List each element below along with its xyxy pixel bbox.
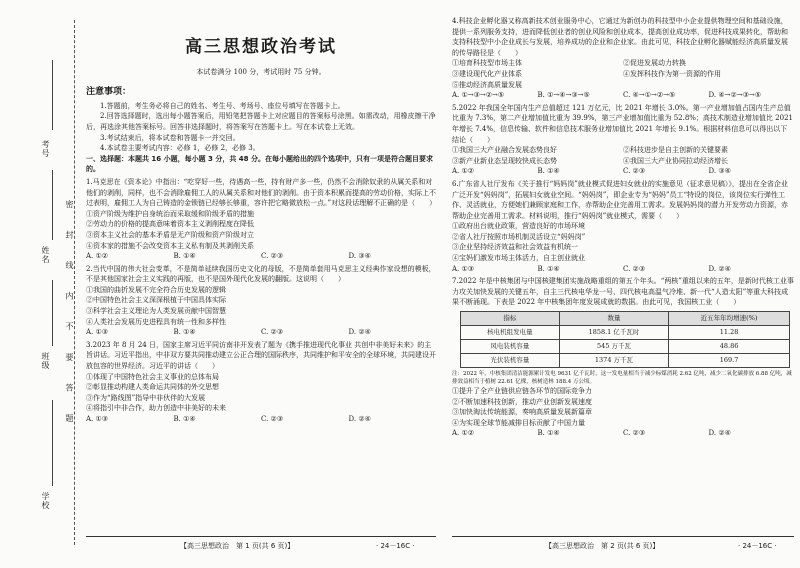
table-cell: 风电装机容量: [461, 340, 560, 354]
seal-dashed-line: [74, 20, 75, 545]
data-table: [460, 311, 790, 368]
school-line: [52, 400, 53, 486]
footer-page-1: 【高三思想政治 第 1 页(共 6 页)】: [180, 542, 295, 550]
choice-b: B. ①→④→③→⑤: [537, 91, 590, 100]
option-grid: [452, 58, 794, 90]
choice-b: B. ①④: [173, 415, 196, 423]
table-cell: 11.28: [669, 326, 790, 340]
choice-c: C. ②③: [623, 429, 646, 438]
table-cell: 545 万千瓦: [559, 340, 668, 354]
footer-rule-right: [452, 536, 794, 537]
table-cell: 光伏装机容量: [461, 354, 560, 368]
option: ③企业坚持经济效益和社会效益有机统一: [452, 243, 578, 252]
option: ①我国的曲折发展不完全符合历史发展的逻辑: [86, 285, 226, 294]
option: ③新产业新业态呈现较快成长态势: [452, 156, 557, 165]
class-label: 班级: [41, 352, 50, 370]
choice-b: B. ①④: [537, 429, 560, 438]
option: ③科学社会主义理论为人类发展贡献中国智慧: [86, 307, 226, 316]
choice-d: D. ④→②→③→⑤: [708, 91, 762, 100]
answer-choices: [86, 327, 436, 338]
class-line: [52, 280, 53, 346]
question-stem: 2.当代中国的伟大社会变革，不是简单延续我国历史文化的母版，不是简单套用马克思主义经典作家设想的模板，不是其他国家社会主义实践的再版，也不是国外现代化发展的翻版。这说明（ ）: [86, 264, 436, 284]
kaohao-label: 考号: [41, 140, 50, 158]
footer-code-2: · 24－16C ·: [738, 542, 777, 550]
question-4: [452, 16, 794, 101]
option: ②中国特色社会主义深深根植于中国具体实际: [86, 296, 226, 305]
question-stem: 1.马克思在《资本论》中指出：“吃穿好一些，待遇高一些，持有财产多一些，仍然不会消除奴隶的从属关系和对他们的剥削，同样，也不会消除雇佣工人的从属关系和对他们的剥削。由于资本积累而提高的劳动价格，实际上不过表明，雇佣工人为自己铸造的金锁链已经够长够重，容许把它略微放松一点。”对这段话理解不正确的是（ ）: [86, 177, 437, 208]
option: ④为实现全球节能减排目标贡献了中国力量: [452, 418, 585, 427]
choice-c: C. ②③: [623, 264, 646, 273]
table-header-row: [461, 312, 790, 326]
question-stem: 5.2022 年我国全年国内生产总值超过 121 万亿元，比 2021 年增长 3.0%。第一产业增加值占国内生产总值比重为 7.3%，第二产业增加值比重为 39.9%，第三产业增加值比重为 52.8%；高技术制造业增加值比 2021 年增长 7.4%，信息传输、软件和信息技术服务业增加值比 2021 年增长 9.1%。根据材料信息可以得出以下结论（ ）: [452, 103, 793, 144]
answer-choices: [452, 166, 794, 177]
table-header: 数量: [559, 312, 668, 326]
question-stem: 6.广东省人社厅发布《关于推行“妈妈岗”就业模式促进妇女就业的实施意见（征求意见稿）》，提出在全省企业广泛开发“妈妈岗”，拓展妇女就业空间。“妈妈岗”，即企业专为“妈妈”员工“特设的岗位，该岗位实行弹性工作、灵活就业，方便她们兼顾家庭和工作，赤帮助企业完善用工需求。发展妈妈岗的潜力开发劳动力资源，赤帮助企业完善用工需求。材料说明，推行“妈妈岗”就业模式，需要（ ）: [452, 179, 788, 220]
choice-c: C. ④→①→②→⑤: [623, 91, 676, 100]
seal-line-text: 密 封 线 内 不 要 答 题: [65, 200, 74, 432]
answer-choices: [86, 251, 436, 262]
school-label: 学校: [41, 492, 50, 510]
binding-strip: [0, 0, 82, 568]
option: ④宝妈们激发市场主体活力，自主创业就业: [452, 254, 585, 263]
left-column: [86, 24, 436, 425]
answer-choices: [86, 414, 436, 425]
question-1: [86, 177, 436, 262]
name-label: 姓名: [41, 246, 50, 264]
table-note: 注：2022 年，中核集团清洁能源累计发电 9631 亿千瓦时，这一发电量相当于减少标煤消耗 2.62 亿吨，减少二氧化碳排放 6.88 亿吨，减排效益相当于植树 22.61 亿棵，核树造林 188.4 万公顷。: [452, 371, 792, 386]
option: ⑤推动经济高质量发展: [452, 80, 522, 89]
table-cell: 169.7: [669, 354, 790, 368]
choice-a: A. ①②: [452, 167, 475, 176]
table-cell: 1374 万千瓦: [559, 354, 668, 368]
notice-list: [86, 101, 436, 154]
question-5: [452, 103, 794, 177]
right-column: [452, 14, 794, 439]
option: ②不断加速科技创新，推动产业创新发展速度: [452, 397, 592, 406]
table-row: [461, 340, 790, 354]
footer-rule-left: [86, 536, 436, 537]
option: ②省人社厅按照市场机制灵活设立“妈妈岗”: [452, 232, 586, 241]
option: ③资本主义社会的基本矛盾是无产阶级和资产阶级对立: [86, 230, 254, 239]
question-2: [86, 264, 436, 338]
question-stem: 3.2023 年 8 月 24 日，国家主席习近平同访南非开发表了题为《携手推进现代化事业 共创中非美好未来》的主旨讲话。习近平指出，中非双方要共同推动建立公正合理的国际秩序，共同维护和平安全的全球环境，共同建设开放包容的世界经济。习近平的讲话（ ）: [86, 340, 436, 371]
question-stem: 4.科技企业孵化器又称高新技术创业服务中心，它通过为新创办的科技型中小企业提供物理空间和基础设施，提供一系列服务支持，进而降低创业者的创业风险和创业成本，提高创业成功率，促进科技成果转化，帮助和支持科技型中小企业成长与发展，培养成功的企业和企业家。由此可见，科技企业孵化器赋能经济高质量发展的传导路径是（ ）: [452, 17, 788, 57]
option: ③作为“路线图”指导中非伙伴的大发展: [86, 393, 206, 402]
question-6: [452, 179, 794, 274]
option: ②彰显推动构建人类命运共同体的外交思想: [86, 383, 219, 392]
answer-choices: [452, 428, 794, 439]
exam-subtitle: 本试卷满分 100 分，考试用时 75 分钟。: [196, 67, 326, 76]
choice-a: A. ①→③→②→⑤: [452, 91, 505, 100]
notice-item: 1.答题前，考生务必将自己的姓名、考生号、考场号、座位号填写在答题卡上。: [100, 101, 345, 110]
table-cell: 核电机组发电量: [461, 326, 560, 340]
option: ④人类社会发展历史进程具有统一性和多样性: [86, 317, 226, 326]
option: ①培育科技型市场主体: [452, 59, 522, 68]
option: ③建设现代化产业体系: [452, 69, 522, 78]
option: ①资产阶级为维护自身统治而采取缓和阶级矛盾的措施: [86, 209, 254, 218]
choice-a: A. ①③: [452, 264, 475, 273]
choice-d: D. ②④: [348, 328, 371, 337]
choice-d: D. ③④: [348, 252, 371, 261]
choice-d: D. ②④: [708, 429, 731, 438]
table-cell: 1858.1 亿千瓦时: [559, 326, 668, 340]
choice-c: C. ②③: [261, 328, 284, 337]
answer-choices: [452, 90, 794, 101]
option-grid: [452, 145, 794, 166]
notice-item: 3.考试结束后，将本试卷和答题卡一并交回。: [100, 133, 240, 142]
table-row: [461, 326, 790, 340]
choice-a: A. ①③: [86, 328, 109, 337]
notice-item: 4.本试卷主要考试内容：必修 1，必修 2，必修 3。: [100, 144, 260, 153]
option: ②科技进步是自主创新的关键要素: [623, 146, 728, 155]
notice-item: 2.回答选择题时，选出每小题答案后，用铅笔把答题卡上对应题目的答案标号涂黑。如需改动，用橡皮擦干净后，再选涂其他答案标号。回答非选择题时，将答案写在答题卡上。写在本试卷上无效。: [86, 112, 436, 131]
question-stem: 7.2022 年是中核集团与中国核建集团实施战略重组的第五个年头。“两核”重组以来的五年，是新时代核工业事力攻关加快发展的关键五年，自主三代核电华龙一号、四代核电高温气冷堆、新一代“人造太阳”等重大科技成果不断涌现。下表是 2022 年中核集团年度发展成就的数据。由此可见，我国核工业（ ）: [452, 277, 794, 307]
notice-heading: 注意事项：: [86, 87, 132, 98]
choice-b: B. ①④: [173, 252, 196, 261]
footer-code-1: · 24－16C ·: [376, 542, 415, 550]
choice-a: A. ①②: [452, 429, 475, 438]
option: ④我国三大产业协同拉动经济增长: [623, 156, 728, 165]
choice-b: B. ①④: [537, 167, 560, 176]
question-3: [86, 340, 436, 425]
choice-c: C. ②③: [261, 252, 284, 261]
choice-d: D. ③④: [708, 167, 731, 176]
table-cell: 48.86: [669, 340, 790, 354]
option: ①政府出台就业政策，营造良好的市场环境: [452, 222, 585, 231]
option: ②促进发展动力转换: [623, 59, 686, 68]
table-header: 指标: [461, 312, 560, 326]
choice-a: A. ①③: [86, 415, 109, 423]
kaohao-line: [52, 60, 53, 130]
choice-a: A. ①②: [86, 252, 109, 261]
question-7: [452, 276, 794, 439]
name-line: [52, 170, 53, 240]
option: ①体现了中国特色社会主义事业的总体布局: [86, 372, 219, 381]
option: ①提升了全产业链供应链各环节的国际竞争力: [452, 387, 592, 396]
option: ③加快淘汰传统能源，奏响高质量发展新篇章: [452, 408, 592, 417]
table-row: [461, 354, 790, 368]
footer-page-2: 【高三思想政治 第 2 页(共 6 页)】: [545, 542, 660, 550]
choice-d: D. ②④: [348, 415, 371, 423]
choice-d: D. ②④: [708, 264, 731, 273]
choice-b: B. ①④: [537, 264, 560, 273]
option: ②劳动力的价格的提高意味着资本主义剥削程度在降低: [86, 220, 254, 229]
option: ④将指引中非合作，助力创造中非美好的未来: [86, 404, 226, 413]
option: ①我国三大产业融合发展态势良好: [452, 146, 557, 155]
section-heading: 一、选择题：本题共 16 小题，每小题 3 分，共 48 分。在每小题给出的四个选项中，只有一项是符合题目要求的。: [86, 154, 433, 174]
choice-b: B. ①④: [173, 328, 196, 337]
exam-title: 高三思想政治考试: [185, 37, 337, 57]
option: ④发挥科技作为第一资源的作用: [623, 69, 721, 78]
choice-c: C. ②③: [623, 167, 646, 176]
choice-c: C. ②③: [261, 415, 284, 423]
table-header: 近五年年均增速(%): [669, 312, 790, 326]
answer-choices: [452, 264, 794, 275]
option: ④资本家的措施不会改变资本主义私有制及其剥削关系: [86, 241, 254, 250]
